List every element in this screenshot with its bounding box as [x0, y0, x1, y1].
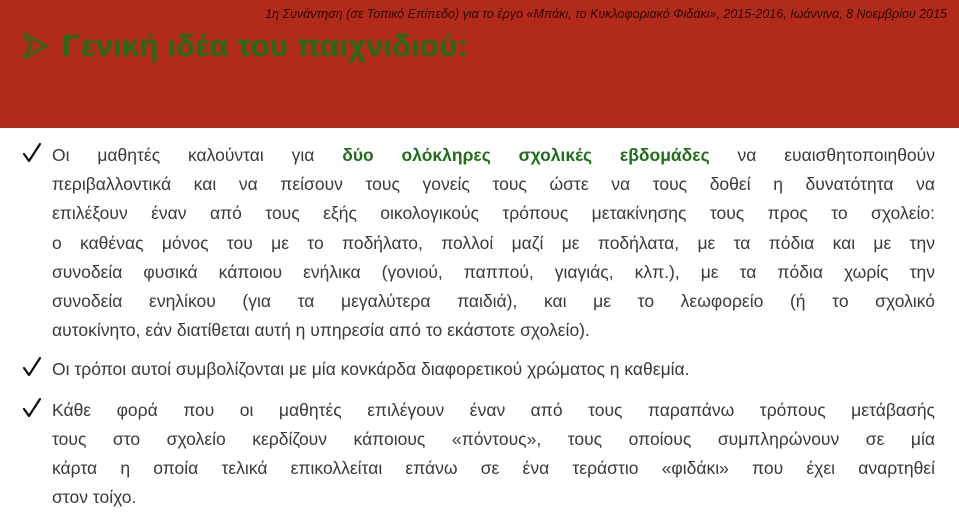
text-line: Οι τρόποι αυτοί συμβολίζονται με μία κονκάρδα διαφορετικού χρώματος η καθεμία.: [52, 359, 690, 380]
title-row: [22, 28, 468, 64]
text-line: ο καθένας μόνος του με το ποδήλατο, πολλοί μαζί με ποδήλατα, με τα πόδια και με την: [52, 232, 935, 253]
text-line: αυτοκίνητο, εάν διατίθεται αυτή η υπηρεσία από το εκάστοτε σχολείο).: [52, 320, 590, 341]
bullet-list: [0, 141, 959, 512]
bullet-item: [0, 396, 959, 512]
text-line: στον τοίχο.: [52, 487, 137, 508]
bullet-item: [0, 141, 959, 345]
text-line: τους στο σχολείο κερδίζουν κάποιους «πόντους», τους οποίους συμπληρώνουν σε μία: [52, 428, 935, 449]
text-line: συνοδεία ενηλίκου (για τα μεγαλύτερα παιδιά), και με το λεωφορείο (ή το σχολικό: [52, 291, 935, 312]
slide-title: Γενική ιδέα του παιχνιδιού:: [62, 28, 469, 63]
text-line: συνοδεία φυσικά κάποιου ενήλικα (γονιού, παππού, γιαγιάς, κλπ.), με τα πόδια χωρίς την: [52, 261, 935, 282]
text-line: επιλέξουν έναν από τους εξής οικολογικούς τρόπους μετακίνησης τους προς το σχολείο:: [52, 203, 935, 224]
checkmark-icon: [22, 397, 42, 419]
text-line: Κάθε φορά που οι μαθητές επιλέγουν έναν από τους παραπάνω τρόπους μετάβασής: [52, 399, 935, 420]
checkmark-icon: [22, 356, 42, 378]
conference-caption: 1η Συνάντηση (σε Τοπικό Επίπεδο) για το έργο «Μπάκι, το Κυκλοφοριακό Φιδάκι», 2015-2016, Ιωάννινα, 8 Νοεμβρίου 2015: [265, 7, 947, 21]
text-line: κάρτα η οποία τελικά επικολλείται επάνω σε ένα τεράστιο «φιδάκι» που έχει αναρτηθεί: [52, 458, 935, 479]
text-line: Οι μαθητές καλούνται για δύο ολόκληρες σχολικές εβδομάδες να ευαισθητοποιηθούν: [52, 145, 935, 165]
arrow-bullet-icon: [22, 32, 48, 60]
bullet-item: [0, 355, 959, 384]
header-band: [0, 0, 959, 128]
highlight-text: δύο ολόκληρες σχολικές εβδομάδες: [342, 145, 710, 165]
text-line: περιβαλλοντικά και να πείσουν τους γονείς τους ώστε να τους δοθεί η δυνατότητα να: [52, 174, 935, 195]
checkmark-icon: [22, 142, 42, 164]
